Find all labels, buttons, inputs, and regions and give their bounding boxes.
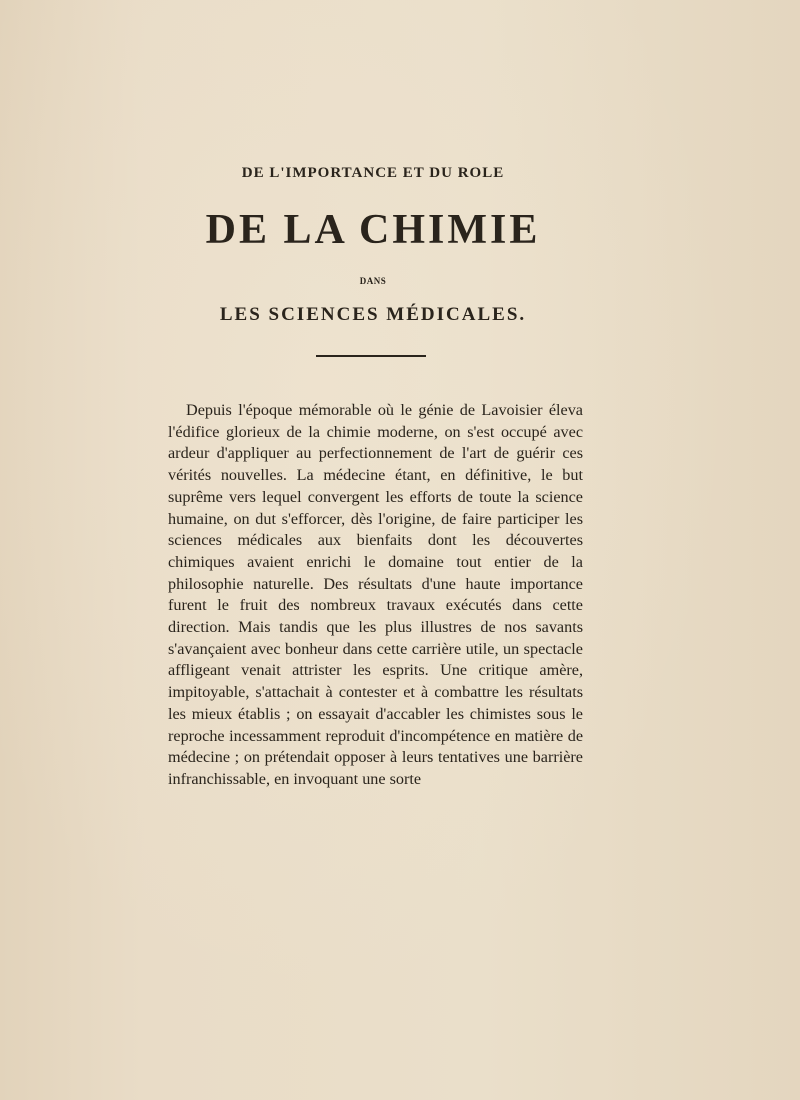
body-text [168, 400, 583, 791]
subtitle: LES SCIENCES MÉDICALES. [219, 304, 527, 325]
title-connector: DANS [359, 276, 387, 286]
title-rule [316, 355, 426, 357]
body-paragraph: Depuis l'époque mémorable où le génie de Lavoisier éleva l'édifice glorieux de la chimie moderne, on s'est occupé avec ardeur d'appliquer au perfectionnement de l'art de guérir ces vérités nouvelles. La médecine étant, en définitive, le but suprême vers lequel convergent les efforts de toute la science humaine, on dut s'efforcer, dès l'origine, de faire participer les sciences médicales aux bienfaits dont les découvertes chimiques avaient enrichi le domaine tout entier de la philosophie naturelle. Des résultats d'une haute importance furent le fruit des nombreux travaux exécutés dans cette direction. Mais tandis que les plus illustres de nos savants s'avançaient avec bonheur dans cette carrière utile, un spectacle affligeant venait attrister les esprits. Une critique amère, impitoyable, s'attachait à contester et à combattre les résultats les mieux établis ; on essayait d'accabler les chimistes sous le reproche incessamment reproduit d'incompétence en matière de médecine ; on prétendait opposer à leurs tentatives une barrière infranchissable, en invoquant une sorte [168, 401, 583, 788]
main-title: DE LA CHIMIE [205, 207, 541, 253]
heading-top-line: DE L'IMPORTANCE ET DU ROLE [241, 165, 505, 181]
